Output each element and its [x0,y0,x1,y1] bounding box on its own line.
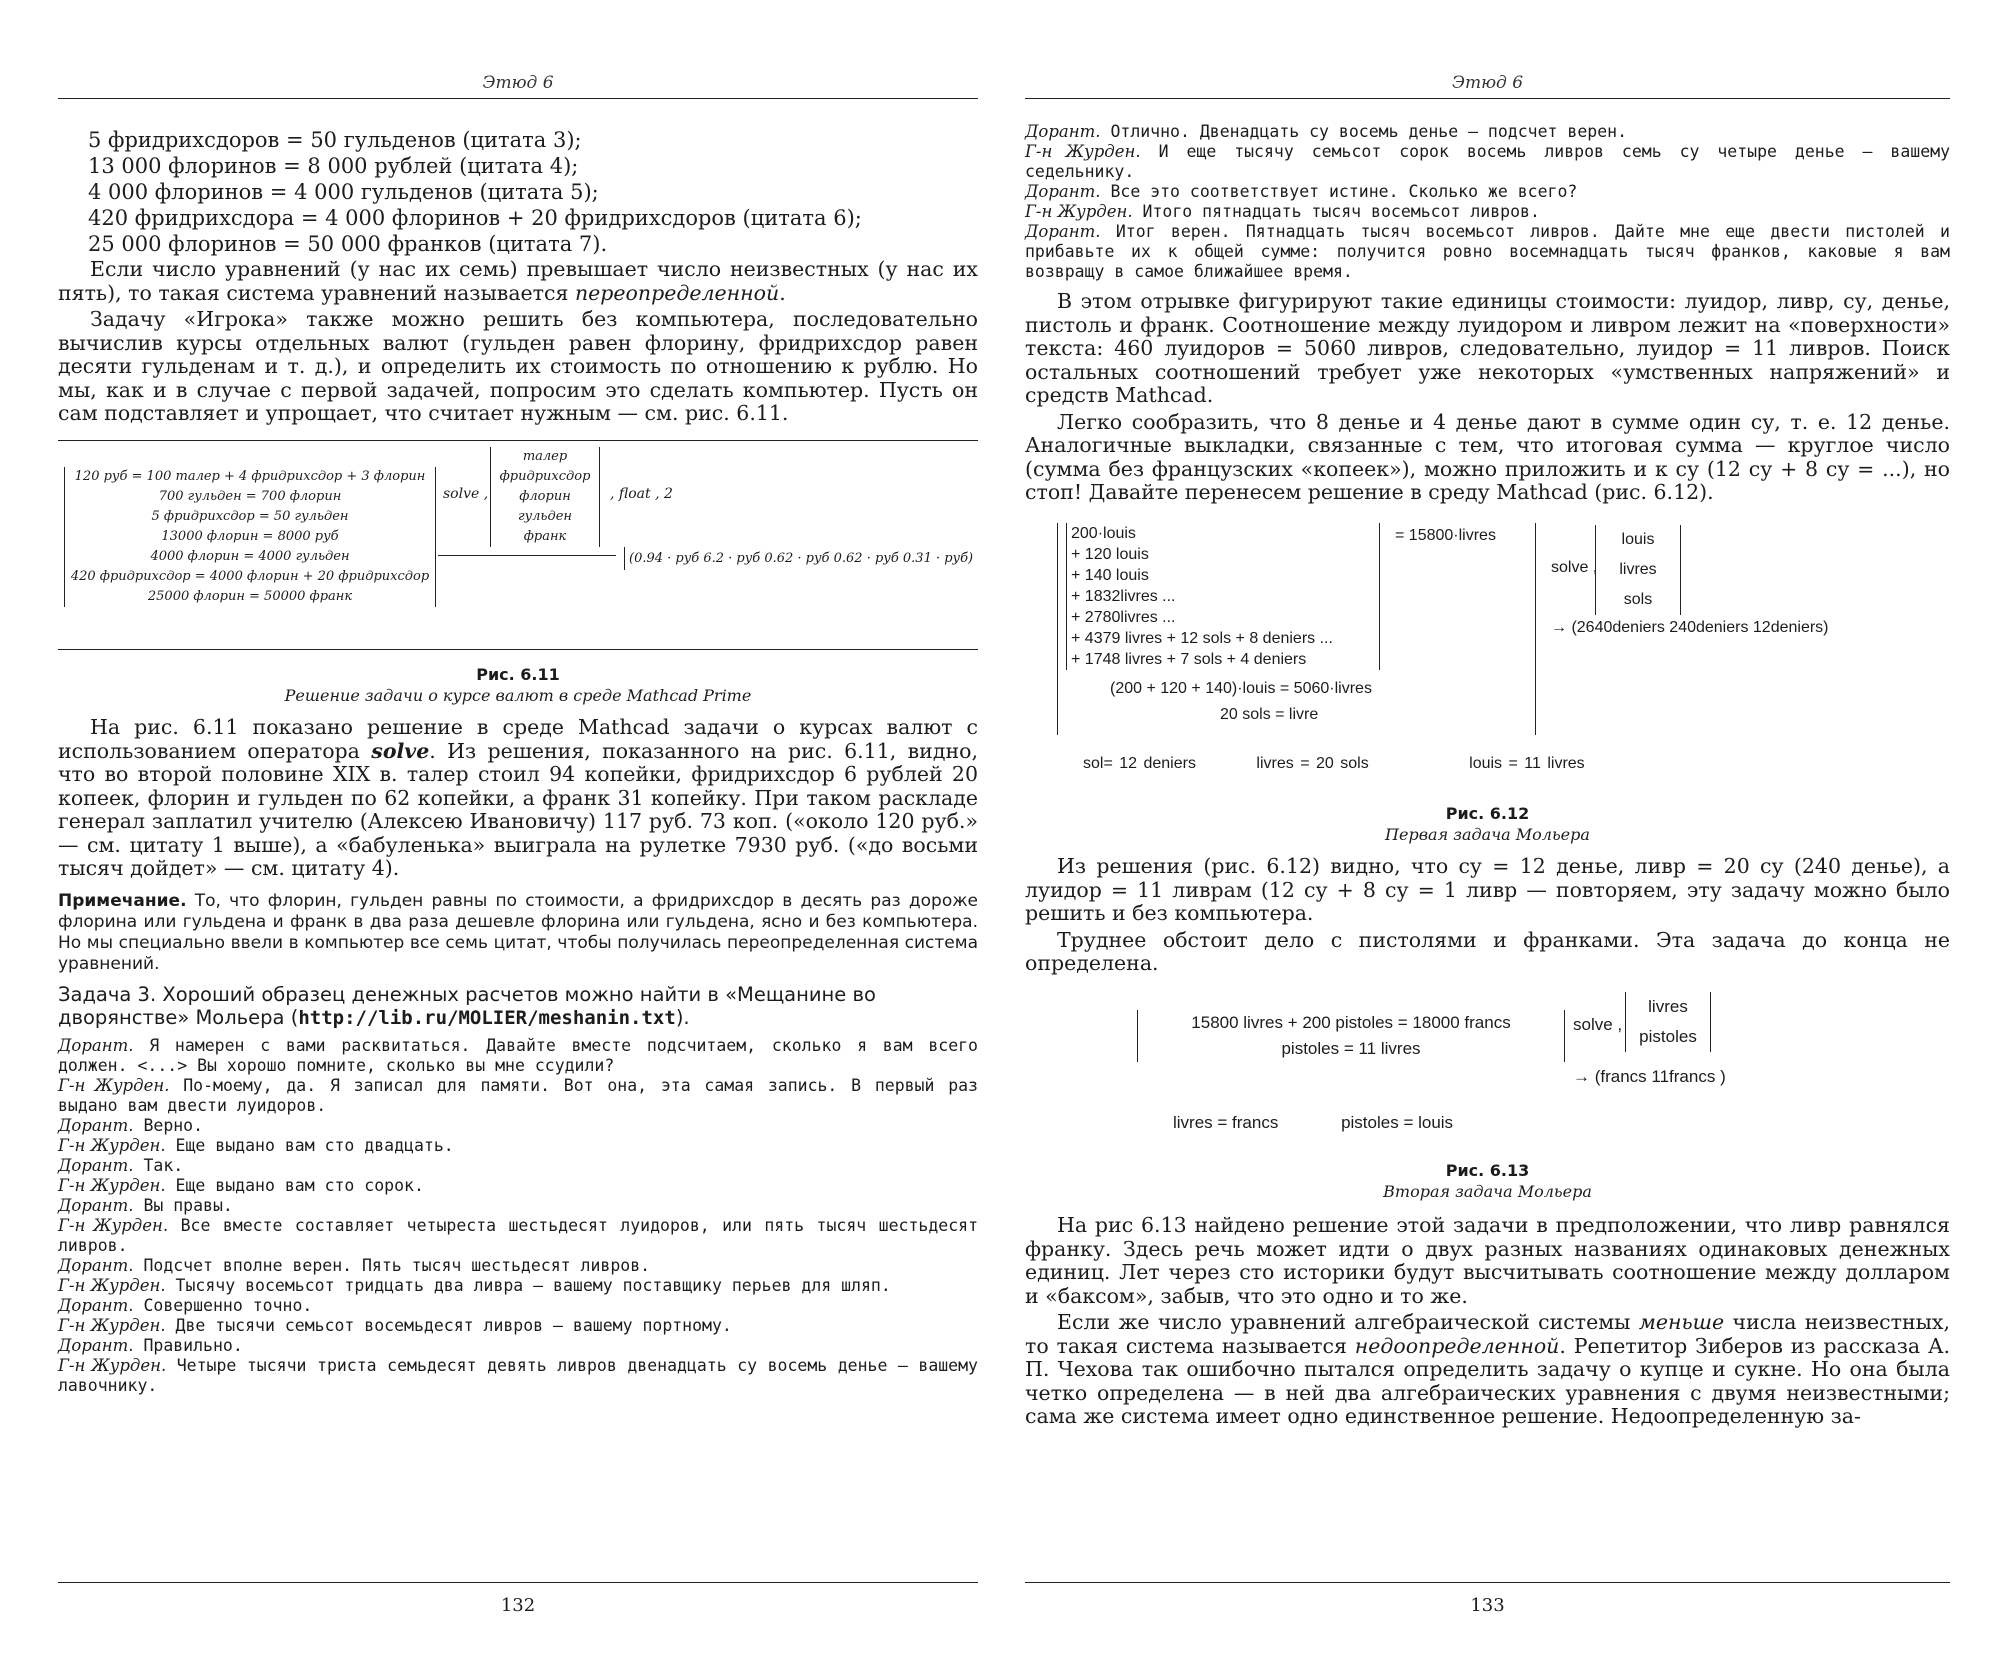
speech: Так. [133,1155,184,1175]
speaker: Дорант. [58,1035,134,1055]
dialog-line [58,1276,978,1296]
emphasis: недоопределенной [1354,1333,1560,1358]
figure-6-11 [58,440,978,650]
right-page [1025,72,1950,1642]
variable: фридрихсдор [499,468,591,484]
speech: Верно. [133,1115,204,1135]
dialog-line [1025,222,1950,282]
relation: louis = 11 livres [1469,754,1585,772]
paragraph: Труднее обстоит дело с пистолями и франками. Эта задача до конца не определена. [1025,927,1950,975]
sum-term: + 1832livres ... [1071,587,1176,605]
speaker: Г-н Журден. [58,1215,169,1235]
equation-system [1137,1010,1565,1062]
system-line: 4000 флорин = 4000 гульден [150,548,350,564]
figure-caption [1025,801,1950,826]
solve-operator: solve , [1551,558,1598,576]
speech: Я намерен с вами расквитаться. Давайте вместе подсчитаем, сколько я вам всего должен. <...> Вы хорошо помните, сколько вы мне ссудили? [58,1035,978,1075]
figure-title: Решение задачи о курсе валют в среде Mathcad Prime [284,686,752,705]
speaker: Дорант. [58,1195,134,1215]
dialog-line [58,1336,978,1356]
dialog-line [58,1196,978,1216]
speech: Отлично. Двенадцать су восемь денье — подсчет верен. [1100,122,1628,141]
variable-list [1625,992,1711,1052]
variable: livres [1648,996,1688,1016]
figure-caption [58,662,978,687]
system-line: 5 фридрихсдор = 50 гульден [151,508,349,524]
relation: livres = francs [1173,1112,1279,1132]
sum-term: + 4379 livres + 12 sols + 8 deniers ... [1071,629,1333,647]
equation-system [1057,523,1406,735]
system-line: 700 гульден = 700 флорин [158,488,342,504]
equation-list [58,128,978,256]
dialog-line [58,1136,978,1156]
figure-number: Рис. 6.12 [1445,803,1530,823]
speech: Подсчет вполне верен. Пять тысяч шестьдесят ливров. [133,1255,651,1275]
figure-number: Рис. 6.11 [476,664,560,684]
speaker: Дорант. [58,1115,134,1135]
speech: Итог верен. Пятнадцать тысяч восемьсот ливров. Дайте мне еще двести пистолей и прибавьте их к общей сумме: получится ровно восемнадцать тысяч франков, каковые я вам возвращу в самое ближайшее время. [1025,222,1950,281]
dialog-line [58,1176,978,1196]
speech: Вы правы. [133,1195,233,1215]
extra-equation: 20 sols = livre [1220,705,1319,723]
relation: sol= 12 deniers [1083,754,1196,772]
system-line: 13000 флорин = 8000 руб [161,528,339,544]
speaker: Г-н Журден. [58,1355,167,1375]
solve-result: (0.94 · руб 6.2 · руб 0.62 · руб 0.62 · руб 0.31 · руб) [624,547,973,571]
task-3 [58,983,978,1030]
system-line: 420 фридрихсдор = 4000 флорин + 20 фридрихсдор [70,568,430,584]
dialog-line [1025,142,1950,182]
sum-term: + 1748 livres + 7 sols + 4 deniers [1071,650,1307,668]
text-run: ). [675,1005,690,1029]
system-bracket [1535,523,1536,735]
emphasis: solve [371,738,430,763]
speaker: Дорант. [1025,122,1101,141]
equation-line: 5 фридрихсдоров = 50 гульденов (цитата 3); [88,128,582,152]
sum-term: + 2780livres ... [1071,608,1176,626]
speech: Все это соответствует истине. Сколько же всего? [1100,182,1578,201]
variable: livres [1619,560,1657,578]
paragraph [58,716,978,881]
equation-line: 13 000 флоринов = 8 000 рублей (цитата 4); [88,154,579,178]
speaker: Дорант. [58,1335,134,1355]
result-line [438,555,616,556]
note-text: То, что флорин, гульден равны по стоимости, а фридрихсдор в десять раз дороже флорина или гульдена и франк в два раза дешевле флорина или гульдена, ясно и без компьютера. Но мы специально ввели в компьютер все семь цитат, чтобы получилась переопределенная система уравнений. [58,890,978,974]
derived-relations [1173,1110,1511,1136]
speech: Совершенно точно. [133,1295,313,1315]
solve-operator: solve , [443,485,489,502]
text-run: . [779,280,786,305]
speech: Итого пятнадцать тысяч восемьсот ливров. [1132,202,1540,221]
dialog-line [58,1296,978,1316]
footer-rule [58,1582,978,1583]
variable-list [1595,525,1681,615]
speaker: Г-н Журден. [1025,142,1141,161]
variable-list [490,447,600,547]
variable: гульден [518,508,572,524]
solve-result: → (2640deniers 240deniers 12deniers) [1551,618,1829,636]
speaker: Г-н Журден. [58,1075,170,1095]
note [58,891,978,975]
solve-operator: solve , [1573,1014,1623,1034]
sum-term: + 120 louis [1071,545,1149,563]
header-rule [1025,98,1950,99]
speech: Все вместе составляет четыреста шестьдесят луидоров, или пять тысяч шестьдесят ливров. [58,1215,978,1255]
text-run: числа неизвестных, то такая система называется [1025,1310,1951,1358]
left-content [58,128,978,1396]
speech: Еще выдано вам сто двадцать. [165,1135,454,1155]
figure-caption [1025,1158,1950,1183]
solve-result: → (francs 11francs ) [1573,1066,1726,1086]
dialog-line [1025,182,1950,202]
emphasis: меньше [1638,1310,1725,1334]
equation-line: 4 000 флоринов = 4 000 гульденов (цитата 5); [88,180,599,204]
float-operator: , float , 2 [610,485,673,502]
dialog-line [58,1216,978,1256]
speaker: Дорант. [58,1295,134,1315]
variable: флорин [519,488,571,504]
extra-equations [1066,676,1406,728]
speaker: Дорант. [58,1155,134,1175]
paragraph: Из решения (рис. 6.12) видно, что су = 12 денье, ливр = 20 су (240 денье), а луидор = 11 ливрам (12 су + 8 су = 1 ливр — повторяем, эту задачу можно было решить и без компьютера. [1025,854,1950,925]
variable: sols [1623,590,1653,608]
paragraph: На рис 6.13 найдено решение этой задачи в предположении, что ливр равнялся франку. Здесь речь может идти о двух разных названиях одинаковых денежных единиц. Лет через сто историки будут высчитывать соотношение между долларом и «баксом», забыв, что это одно и то же. [1025,1213,1950,1308]
system-line: pistoles = 11 livres [1281,1038,1421,1058]
speech: Еще выдано вам сто сорок. [165,1175,424,1195]
variable: pistoles [1639,1026,1697,1046]
equation-system [64,467,436,607]
dialog-line [58,1256,978,1276]
sum-rhs: = 15800·livres [1395,526,1496,544]
dialog-line [1025,202,1950,222]
system-line: 15800 livres + 200 pistoles = 18000 francs [1191,1012,1511,1032]
relation: pistoles = louis [1341,1112,1454,1132]
dialog-line [58,1316,978,1336]
left-page [58,72,978,1642]
system-line: 120 руб = 100 талер + 4 фридрихсдор + 3 флорин [74,468,426,484]
speech: Тысячу восемьсот тридцать два ливра — вашему поставщику перьев для шляп. [165,1275,891,1295]
text-run: . Репетитор Зиберов из рассказа А. П. Чехова так ошибочно пытался определить задачу о купце и сукне. Но она была четко определена — в ней два алгебраических уравнения с двумя неизвестными; сама же система имеет одно единственное решение. Недоопределенную за- [1025,1333,1950,1428]
speaker: Г-н Журден. [58,1175,166,1195]
speech: По-моему, да. Я записал для памяти. Вот она, эта самая запись. В первый раз выдано вам двести луидоров. [58,1075,978,1115]
dialog-line [58,1036,978,1076]
equation-line: 420 фридрихсдора = 4 000 флоринов + 20 фридрихсдоров (цитата 6); [88,206,862,230]
speaker: Дорант. [1025,182,1101,201]
paragraph: В этом отрывке фигурируют такие единицы стоимости: луидор, ливр, су, денье, пистоль и франк. Соотношение между луидором и ливром лежит на «поверхности» текста: 460 луидоров = 5060 ливров, следовательно, луидор = 11 ливров. Поиск остальных соотношений требует уже некоторых «умственных напряжений» и средств Mathcad. [1025,289,1950,407]
figure-title: Первая задача Мольера [1385,825,1590,844]
header-rule [58,98,978,99]
variable: франк [523,528,567,544]
speech: И еще тысячу семьсот сорок восемь ливров семь су четыре денье — вашему седельнику. [1025,142,1951,181]
system-line: 25000 флорин = 50000 франк [147,588,353,604]
dialog-line [1025,122,1950,142]
speaker: Дорант. [58,1255,134,1275]
running-header: Этюд 6 [1451,73,1524,93]
speech: Четыре тысячи триста семьдесят девять ливров двенадцать су восемь денье — вашему лавочнику. [58,1355,978,1395]
paragraph [58,258,978,305]
figure-number: Рис. 6.13 [1445,1160,1530,1180]
page-number: 133 [1470,1595,1505,1616]
speaker: Г-н Журден. [58,1315,166,1335]
figure-6-12 [1025,517,1950,787]
speech: Две тысячи семьсот восемьдесят ливров — вашему портному. [165,1315,732,1335]
speaker: Г-н Журден. [58,1275,166,1295]
figure-6-13 [1025,990,1950,1140]
variable: louis [1621,530,1655,548]
text-run: Если число уравнений (у нас их семь) превышает число неизвестных (у нас их пять), то такая система уравнений называется [58,257,978,305]
sum-term: 200·louis [1071,524,1136,542]
speaker: Г-н Журден. [1025,202,1133,221]
relation: livres = 20 sols [1256,754,1369,772]
running-header: Этюд 6 [482,73,554,93]
paragraph: Легко сообразить, что 8 денье и 4 денье дают в сумме один су, т. е. 12 денье. Аналогичные выкладки, связанные с тем, что итоговая сумма — круглое число (сумма без французских «копеек»), можно приложить и к су (12 су + 8 су = ...), но стоп! Давайте перенесем решение в среду Mathcad (рис. 6.12). [1025,409,1950,504]
dialog-block [1025,122,1950,282]
speaker: Дорант. [1025,222,1101,241]
sum-expression [1066,523,1380,670]
dialog-line [58,1116,978,1136]
derived-relations [1083,753,1639,774]
right-content [1025,122,1950,1432]
dialog-line [58,1076,978,1116]
text-run: Задача 3. Хороший образец денежных расчетов можно найти в «Мещанине во дворянстве» Мольера ( [58,982,876,1029]
speech: Правильно. [133,1335,243,1355]
equation-line: 25 000 флоринов = 50 000 франков (цитата 7). [88,232,608,256]
dialog-block [58,1036,978,1396]
figure-title: Вторая задача Мольера [1383,1182,1592,1201]
text-run: Если же число уравнений алгебраической системы [1057,1310,1639,1334]
note-label: Примечание. [58,890,187,911]
extra-equation: (200 + 120 + 140)·louis = 5060·livres [1110,679,1372,697]
dialog-line [58,1356,978,1396]
text-run: . Из решения, показанного на рис. 6.11, видно, что во второй половине XIX в. талер стоил 94 копейки, фридрихсдор 6 рублей 20 копеек, флорин и гульден по 62 копейки, а франк 31 копейку. При таком раскладе генерал заплатил учителю (Алексею Ивановичу) 117 руб. 73 коп. («около 120 руб.» — см. цитату 1 выше), а «бабуленька» выиграла на рулетке 7930 руб. («до восьми тысяч дойдет» — см. цитату 4). [58,738,978,880]
dialog-line [58,1156,978,1176]
emphasis: переопределенной [574,280,780,305]
page-number: 132 [500,1595,536,1616]
paragraph [1025,1311,1950,1429]
url-link[interactable]: http://lib.ru/MOLIER/meshanin.txt [298,1006,676,1029]
variable: талер [522,448,568,464]
footer-rule [1025,1582,1950,1583]
speaker: Г-н Журден. [58,1135,166,1155]
paragraph: Задачу «Игрока» также можно решить без компьютера, последовательно вычислив курсы отдельных валют (гульден равен флорину, фридрихсдор равен десяти гульденам и т. д.), и определить их стоимость по отношению к рублю. Но мы, как и в случае с первой задачей, попросим это сделать компьютер. Пусть он сам подставляет и упрощает, что считает нужным — см. рис. 6.11. [58,307,978,425]
text-run: На рис. 6.11 показано решение в среде Mathcad задачи о курсах валют с использованием оператора [58,715,978,763]
sum-term: + 140 louis [1071,566,1149,584]
